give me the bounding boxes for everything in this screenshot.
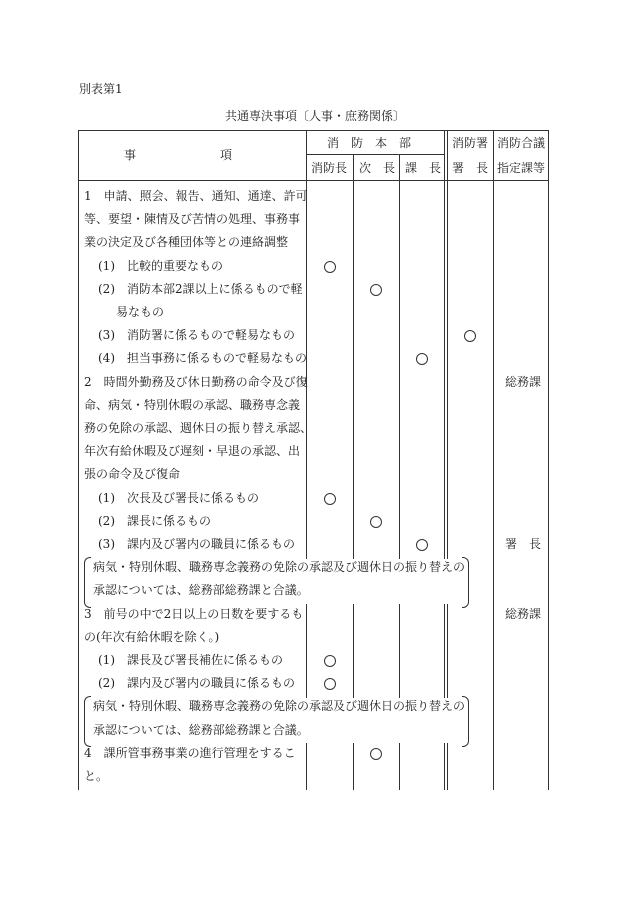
matter-text: (3) 課内及び署内の職員に係るもの: [98, 537, 295, 551]
note-text: 病気・特別休暇、職務専念義務の免除の承認及び週休日の振り替えの: [93, 560, 466, 575]
header-consult-line1: 消防合議: [497, 136, 546, 150]
note-text: 承認については、総務部総務課と合議。: [93, 722, 309, 737]
approval-mark-section: [416, 353, 428, 365]
note-text: 承認については、総務部総務課と合議。: [93, 583, 309, 598]
approval-mark-chief: [324, 655, 336, 667]
matter-text: (2) 消防本部2課以上に係るもので軽: [98, 281, 303, 296]
header-deputy: 次 長: [359, 161, 396, 175]
note-text: 病気・特別休暇、職務専念義務の免除の承認及び週休日の振り替えの: [93, 699, 466, 714]
note-bracket-right: [462, 557, 469, 607]
matter-text: 命、病気・特別休暇の承認、職務専念義: [84, 397, 301, 412]
col-sep-deputy: [399, 154, 400, 790]
annex-label: 別表第1: [79, 82, 123, 96]
table-right-border: [548, 130, 549, 790]
col-sep-hq-station-a: [444, 130, 445, 790]
header-station-group: 消防署: [452, 136, 489, 150]
matter-text: (2) 課内及び署内の職員に係るもの: [98, 676, 295, 691]
note-bracket-right: [462, 696, 469, 746]
table-left-border: [78, 130, 79, 790]
matter-text: (1) 比較的重要なもの: [98, 258, 223, 273]
table-title: 共通専決事項〔人事・庶務関係〕: [225, 109, 406, 123]
consult-dept: 総務課: [505, 606, 542, 621]
header-mid-line: [306, 154, 444, 155]
matter-text: 業の決定及び各種団体等との連絡調整: [84, 235, 289, 250]
matter-text: 年次有給休暇及び遅刻・早退の承認、出: [84, 444, 301, 459]
consult-dept: 署 長: [505, 537, 542, 551]
approval-mark-chief: [324, 493, 336, 505]
matter-text: (3) 消防署に係るもので軽易なもの: [98, 328, 295, 343]
header-section-head: 課 長: [405, 161, 442, 175]
header-matter: 事 項: [124, 148, 233, 162]
matter-text: 易なもの: [116, 305, 165, 319]
header-chief: 消防長: [311, 161, 348, 175]
approval-mark-chief: [324, 261, 336, 273]
col-sep-hq-station-b: [447, 130, 448, 790]
matter-text: (1) 次長及び署長に係るもの: [98, 490, 259, 505]
matter-text: (1) 課長及び署長補佐に係るもの: [98, 653, 283, 667]
approval-mark-section: [416, 539, 428, 551]
matter-text: 3 前号の中で2日以上の日数を要するも: [84, 606, 304, 621]
matter-text: の(年次有給休暇を除く。): [84, 629, 220, 644]
header-station-head: 署 長: [452, 161, 489, 175]
approval-mark-deputy: [370, 516, 382, 528]
matter-text: (4) 担当事務に係るもので軽易なもの: [98, 351, 307, 366]
header-hq-group: 消 防 本 部: [327, 136, 412, 150]
matter-text: 張の命令及び復命: [84, 467, 181, 482]
matter-text: 等、要望・陳情及び苦情の処理、事務事: [84, 212, 301, 227]
matter-text: 2 時間外勤務及び休日勤務の命令及び復: [84, 374, 308, 389]
matter-text: 4 課所管事務事業の進行管理をするこ: [84, 745, 296, 760]
matter-text: 務の免除の承認、週休日の振り替え承認、: [84, 421, 313, 435]
approval-mark-deputy: [370, 748, 382, 760]
approval-mark-deputy: [370, 284, 382, 296]
matter-text: (2) 課長に係るもの: [98, 513, 211, 528]
approval-mark-chief: [324, 678, 336, 690]
header-bottom-line: [78, 180, 548, 181]
table-top-border: [78, 130, 548, 131]
consult-dept: 総務課: [505, 374, 542, 389]
col-sep-chief: [353, 154, 354, 790]
matter-text: と。: [84, 769, 109, 783]
col-sep-station-consult: [493, 130, 494, 790]
header-consult-line2: 指定課等: [497, 161, 546, 175]
approval-mark-station: [464, 330, 476, 342]
col-sep-matter: [306, 130, 307, 790]
note-bracket-left: [84, 557, 91, 607]
matter-text: 1 申請、照会、報告、通知、通達、許可: [84, 189, 308, 203]
note-bracket-left: [84, 696, 91, 746]
